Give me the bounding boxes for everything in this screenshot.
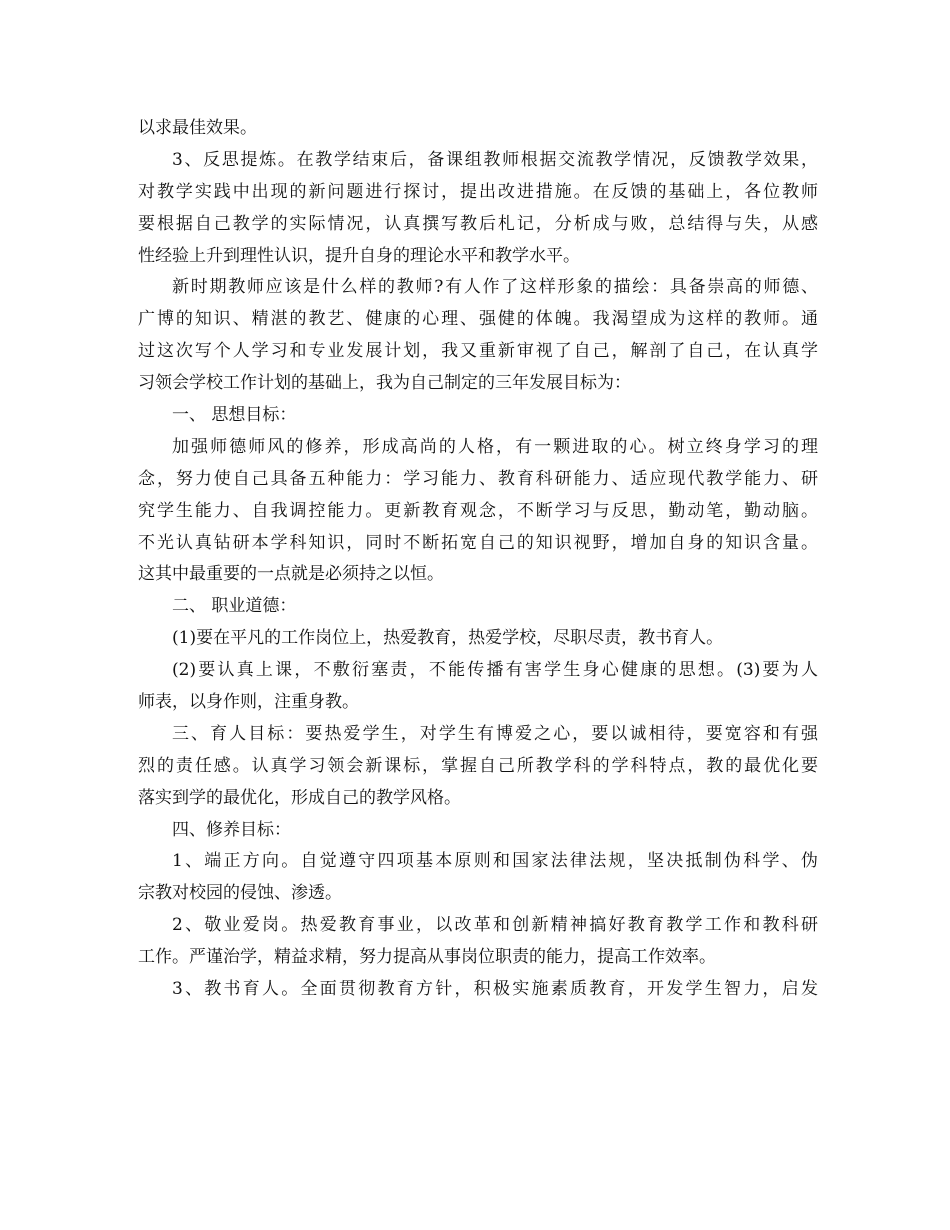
text-line: 3、反思提炼。在教学结束后，备课组教师根据交流教学情况，反馈教学效果， — [172, 149, 818, 170]
text-line: 这其中最重要的一点就是必须持之以恒。 — [138, 564, 444, 585]
section-heading: 二、 职业道德： — [172, 596, 297, 617]
text-line: 习领会学校工作计划的基础上，我为自己制定的三年发展目标为： — [138, 373, 631, 394]
text-line: 工作。严谨治学，精益求精，努力提高从事岗位职责的能力，提高工作效率。 — [138, 947, 716, 968]
text-line: 广博的知识、精湛的教艺、健康的心理、强健的体魄。我渴望成为这样的教师。通 — [138, 309, 818, 330]
text-line: (2)要认真上课，不敷衍塞责，不能传播有害学生身心健康的思想。(3)要为人 — [172, 660, 818, 681]
section-heading: 一、 思想目标： — [172, 405, 297, 426]
text-line: (1)要在平凡的工作岗位上，热爱教育，热爱学校，尽职尽责，教书育人。 — [172, 628, 724, 649]
text-line: 不光认真钻研本学科知识，同时不断拓宽自己的知识视野，增加自身的知识含量。 — [138, 532, 818, 553]
text-line: 要根据自己教学的实际情况，认真撰写教后札记，分析成与败，总结得与失，从感 — [138, 213, 818, 234]
text-line: 新时期教师应该是什么样的教师?有人作了这样形象的描绘：具备崇高的师德、 — [172, 277, 818, 298]
text-line: 1、端正方向。自觉遵守四项基本原则和国家法律法规，坚决抵制伪科学、伪 — [172, 851, 818, 872]
text-line: 3、教书育人。全面贯彻教育方针，积极实施素质教育，开发学生智力，启发 — [172, 979, 818, 1000]
text-line: 师表，以身作则，注重身教。 — [138, 692, 359, 713]
document-body — [138, 113, 818, 1006]
text-line: 烈的责任感。认真学习领会新课标，掌握自己所教学科的学科特点，教的最优化要 — [138, 755, 818, 776]
text-line: 宗教对校园的侵蚀、渗透。 — [138, 883, 342, 904]
text-line: 加强师德师风的修养，形成高尚的人格，有一颗进取的心。树立终身学习的理 — [172, 436, 818, 457]
text-line: 2、敬业爱岗。热爱教育事业，以改革和创新精神搞好教育教学工作和教科研 — [172, 915, 818, 936]
text-line: 究学生能力、自我调控能力。更新教育观念，不断学习与反思，勤动笔，勤动脑。 — [138, 500, 818, 521]
text-line: 性经验上升到理性认识，提升自身的理论水平和教学水平。 — [138, 245, 580, 266]
text-line: 对教学实践中出现的新问题进行探讨，提出改进措施。在反馈的基础上，各位教师 — [138, 181, 818, 202]
section-heading: 四、修养目标： — [172, 819, 291, 840]
text-line: 过这次写个人学习和专业发展计划，我又重新审视了自己，解剖了自己，在认真学 — [138, 341, 818, 362]
text-line: 念，努力使自己具备五种能力：学习能力、教育科研能力、适应现代教学能力、研 — [138, 468, 818, 489]
text-line: 以求最佳效果。 — [138, 118, 257, 138]
text-line: 落实到学的最优化，形成自己的教学风格。 — [138, 787, 461, 808]
text-line: 三、育人目标：要热爱学生，对学生有博爱之心，要以诚相待，要宽容和有强 — [172, 723, 818, 744]
